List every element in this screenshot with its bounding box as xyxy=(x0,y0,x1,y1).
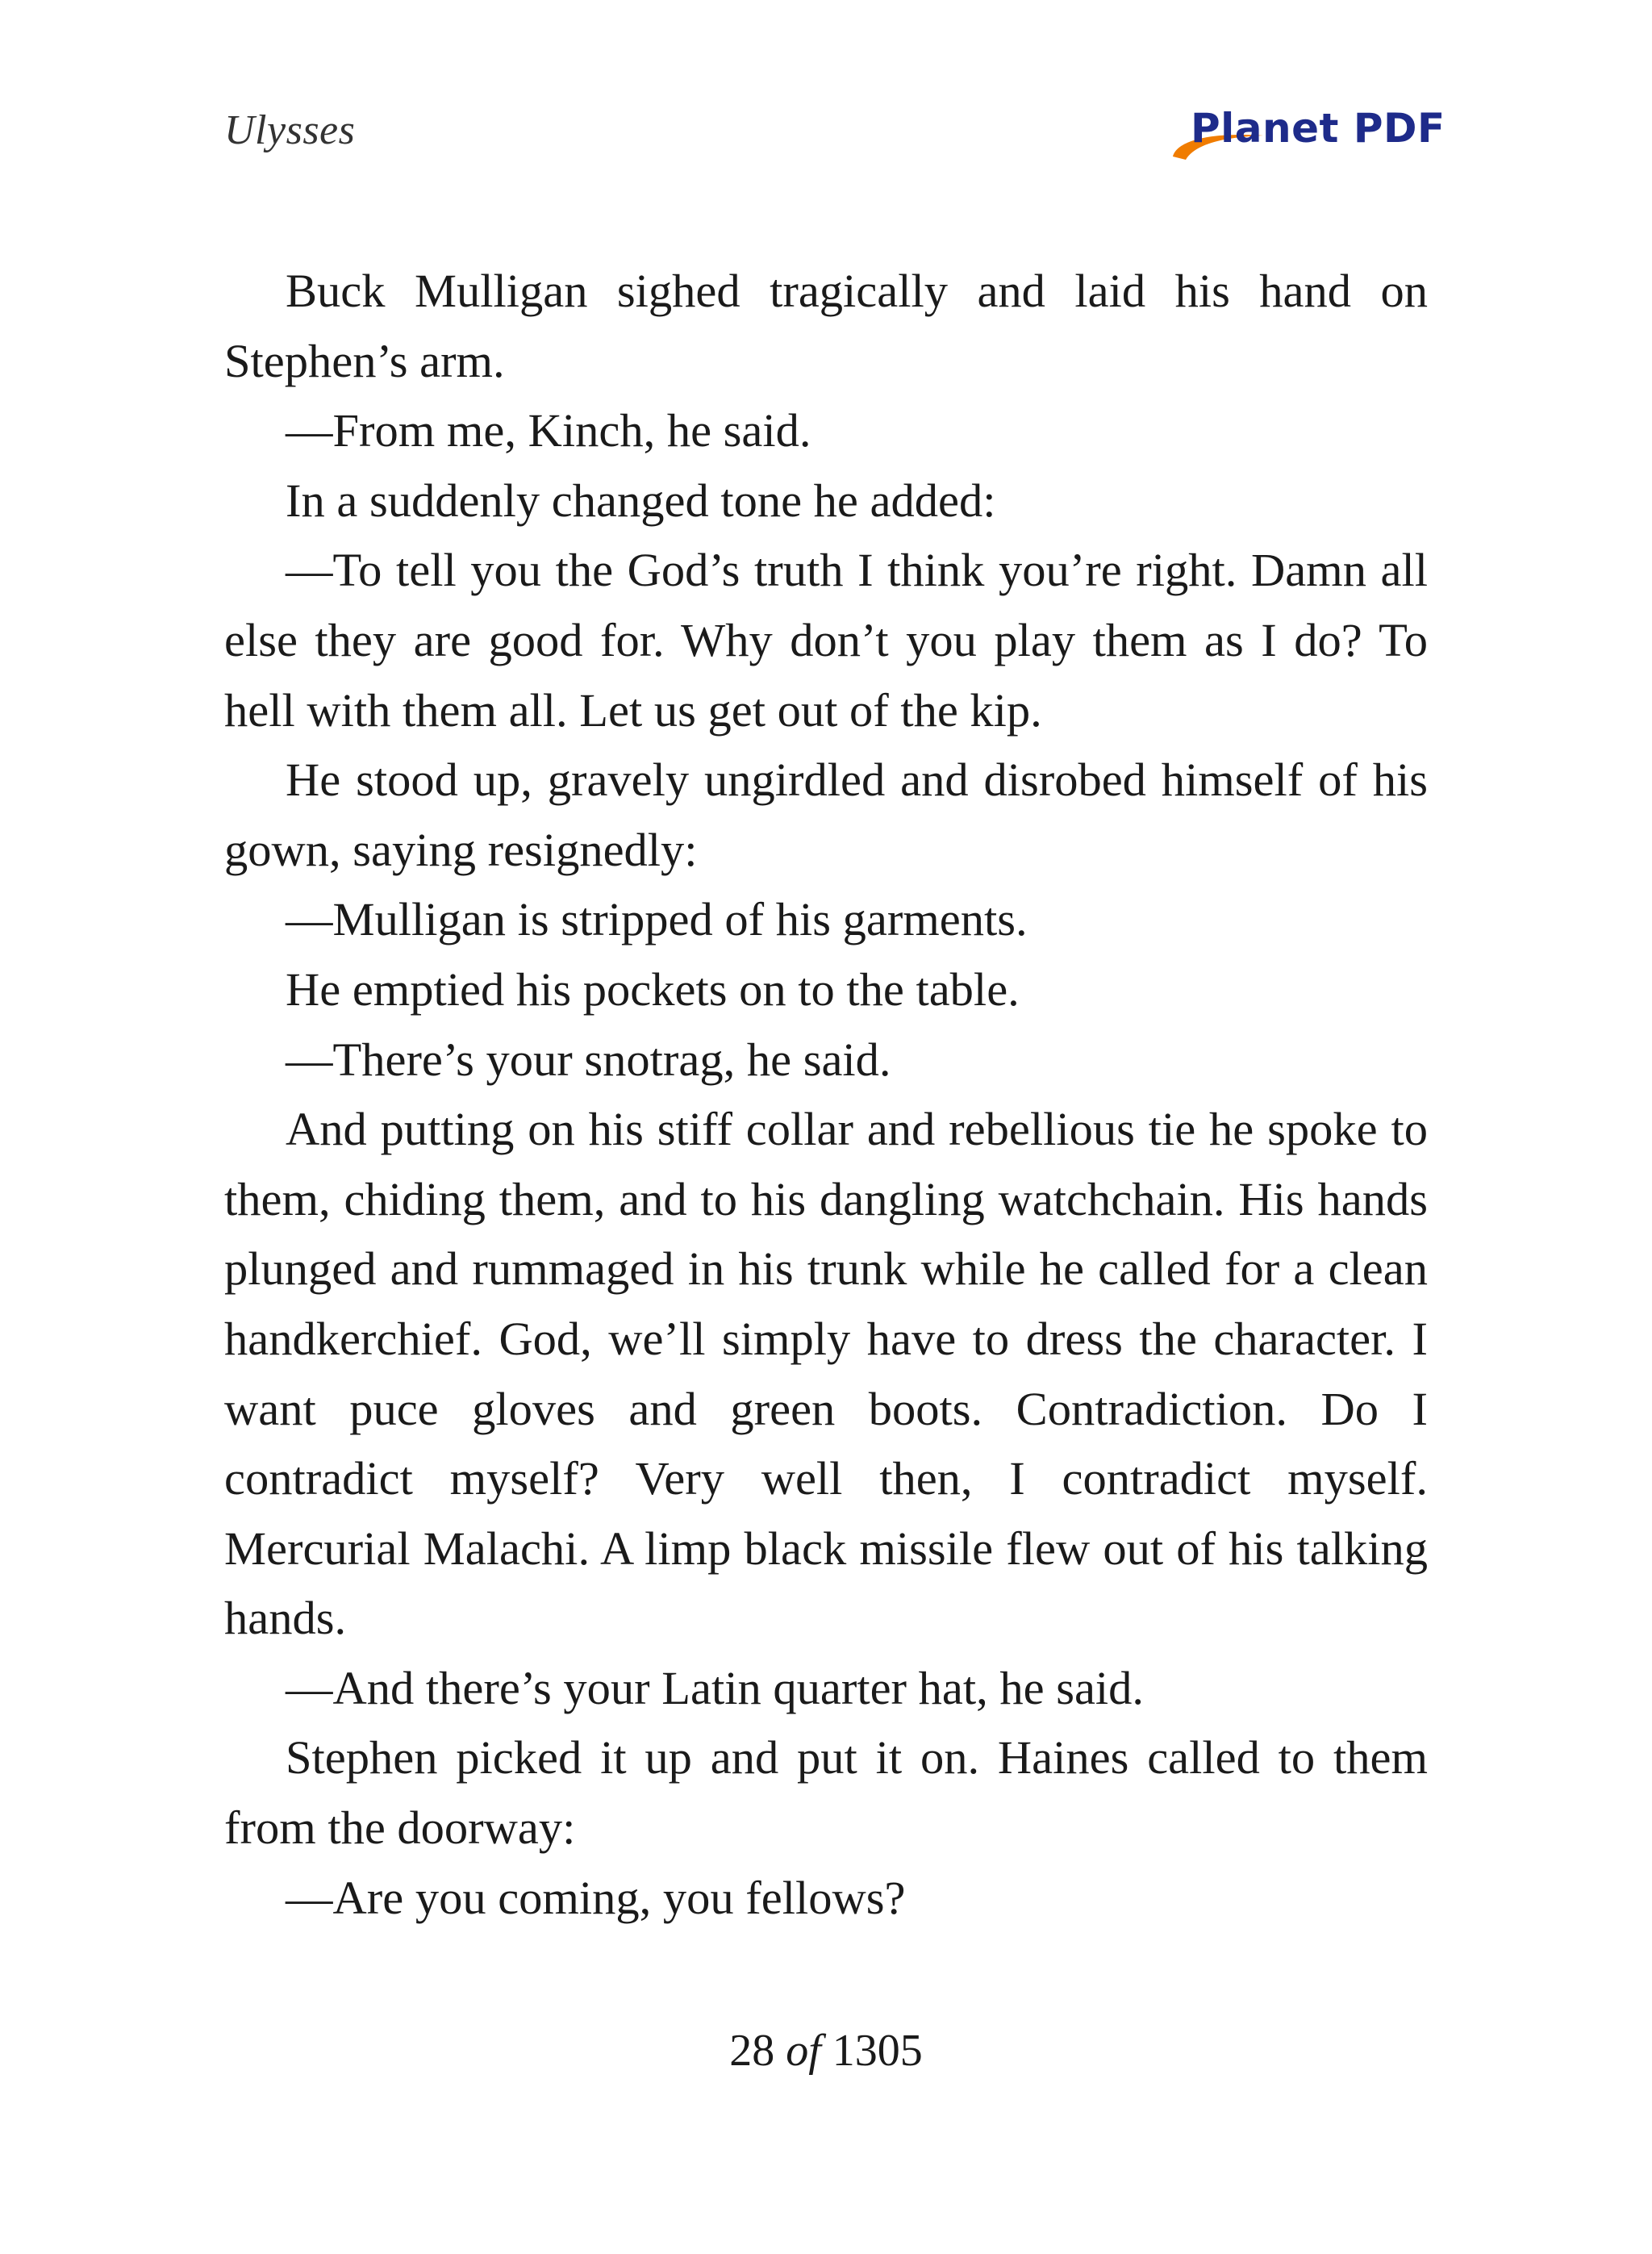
current-page: 28 xyxy=(729,2026,775,2076)
paragraph: He emptied his pockets on to the table. xyxy=(286,962,1020,1016)
page-number xyxy=(0,2025,1652,2077)
paragraph: In a suddenly changed tone he added: xyxy=(286,474,996,527)
paragraph: Stephen picked it up and put it on. Haines called to them from the doorway: xyxy=(224,1731,1428,1855)
paragraph: —To tell you the God’s truth I think you’re right. Damn all else they are good for. Why don’t you play them as I do? To hell with them all. Let us get out of the kip. xyxy=(224,544,1428,737)
paragraph: —Are you coming, you fellows? xyxy=(286,1871,906,1924)
paragraph: Buck Mulligan sighed tragically and laid his hand on Stephen’s arm. xyxy=(224,265,1428,387)
paragraph: —Mulligan is stripped of his garments. xyxy=(286,893,1028,946)
logo-text: Planet PDF xyxy=(1191,105,1446,152)
of-label: of xyxy=(786,2026,821,2076)
total-pages: 1305 xyxy=(832,2026,923,2076)
planet-pdf-logo xyxy=(1168,103,1446,168)
book-title: Ulysses xyxy=(224,107,356,153)
paragraph: —From me, Kinch, he said. xyxy=(286,404,811,457)
paragraph: He stood up, gravely ungirdled and disrobed himself of his gown, saying resignedly: xyxy=(224,753,1428,876)
page-body xyxy=(224,257,1428,1933)
paragraph: —And there’s your Latin quarter hat, he said. xyxy=(286,1661,1145,1714)
paragraph: And putting on his stiff collar and rebellious tie he spoke to them, chiding them, and to his dangling watchchain. His hands plunged and rummaged in his trunk while he called for a clean handkerchief. God, we’ll simply have to dress the character. I want puce gloves and green boots. Contradiction. Do I contradict myself? Very well then, I contradict myself. Mercurial Malachi. A limp black missile flew out of his talking hands. xyxy=(224,1103,1428,1645)
paragraph: —There’s your snotrag, he said. xyxy=(286,1033,891,1086)
